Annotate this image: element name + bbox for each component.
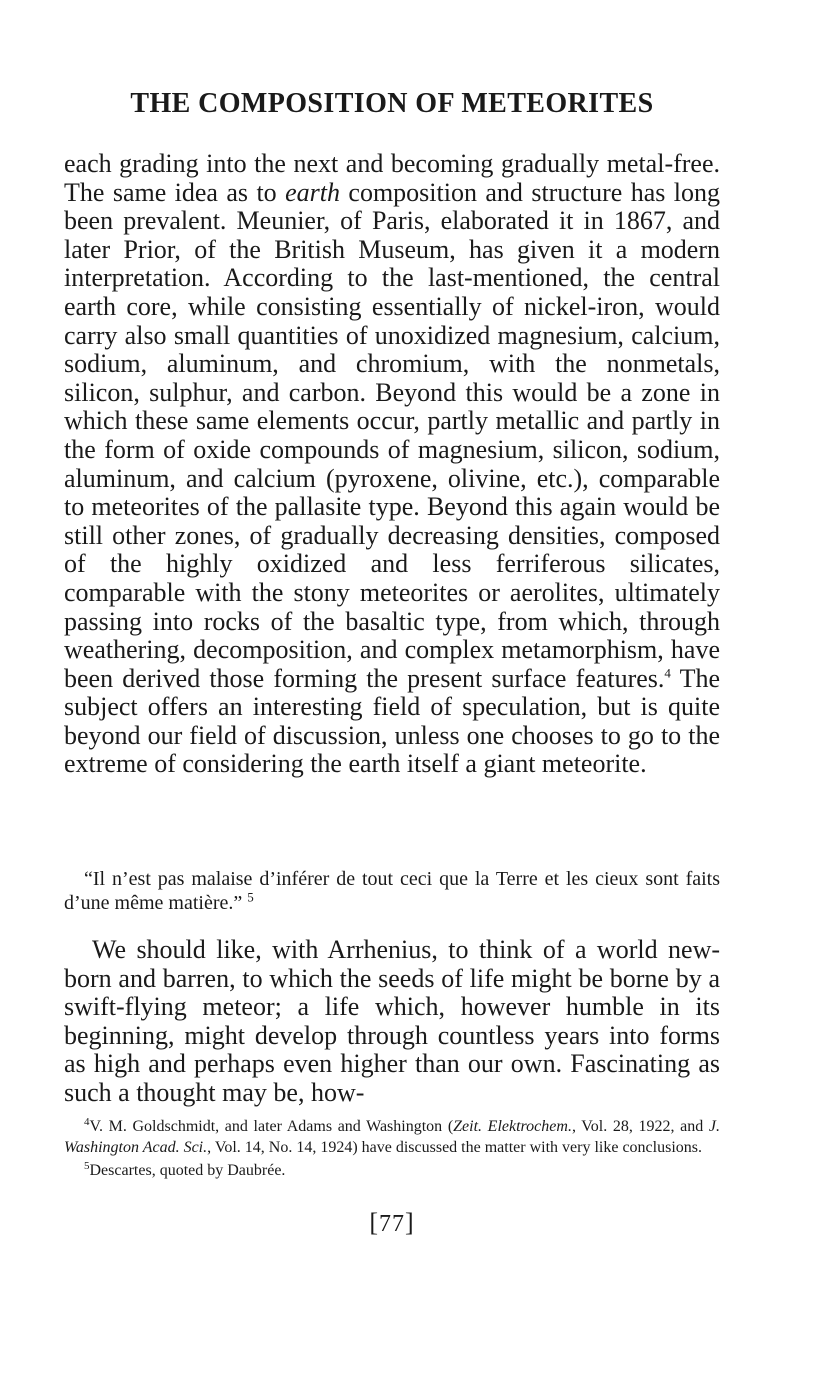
paragraph-1 [64, 150, 720, 779]
footnotes [64, 1117, 720, 1182]
footnote-5 [64, 1161, 720, 1182]
paragraph-2-text: We should like, with Arrhenius, to think of a world new-born and barren, to which the seeds of life might be borne by a swift-flying meteor; a life which, however humble in its beginning, might develop through countless years into forms as high and perhaps even higher than our own. Fascinating as such a thought may be, how- [64, 935, 720, 1107]
footnote-4-journal-1: Zeit. Elektrochem. [453, 1118, 572, 1135]
footnote-ref-5[interactable]: 5 [247, 888, 254, 904]
main-text [64, 150, 720, 779]
footnote-5-text: Descartes, quoted by Daubrée. [89, 1162, 286, 1179]
footnote-4-mark: 4 [84, 1115, 90, 1128]
paragraph-1-text-c: The subject offers an interesting field of speculation, but is quite beyond our field of discussion, unless one chooses to go to the extreme of considering the earth itself a giant meteorite. [64, 663, 720, 779]
emphasis-earth: earth [285, 177, 340, 207]
running-title: THE COMPOSITION OF METEORITES [130, 88, 654, 119]
footnote-5-mark: 5 [84, 1159, 90, 1172]
paragraph-2 [64, 936, 720, 1108]
page-number [64, 1208, 720, 1238]
block-quote [64, 868, 720, 915]
footnote-4-text-a: V. M. Goldschmidt, and later Adams and Washington ( [89, 1118, 454, 1135]
page-number-open-bracket: [ [369, 1208, 379, 1237]
page-number-close-bracket: ] [405, 1208, 415, 1237]
page-number-value: 77 [379, 1211, 405, 1237]
footnote-4-text-b: , Vol. 28, 1922, and [571, 1118, 709, 1135]
paragraph-1-text-b: composition and structure has long been prevalent. Meunier, of Paris, elaborated it in 1867, and later Prior, of the British Museum, has given it a modern interpretation. According to the last-mentioned, the central earth core, while consisting essentially of nickel-iron, would carry also small quantities of unoxidized magnesium, calcium, sodium, aluminum, and chromium, with the nonmetals, silicon, sulphur, and carbon. Beyond this would be a zone in which these same elements occur, partly metallic and partly in the form of oxide compounds of magnesium, silicon, sodium, aluminum, and calcium (pyroxene, olivine, etc.), comparable to meteorites of the pallasite type. Beyond this again would be still other zones, of gradually decreasing densities, composed of the highly oxidized and less ferriferous silicates, comparable with the stony meteorites or aerolites, ultimately passing into rocks of the basaltic type, from which, through weathering, decomposition, and complex metamorphism, have been derived those forming the present surface features. [64, 177, 721, 693]
footnote-4-text-c: , Vol. 14, No. 14, 1924) have discussed the matter with very like conclusions. [207, 1138, 702, 1156]
quote-text: “Il n’est pas malaise d’inférer de tout ceci que la Terre et les cieux sont faits d’une même matière.” [64, 868, 720, 914]
footnote-ref-4[interactable]: 4 [664, 665, 671, 681]
footnote-4-journal-2: J. Washington Acad. Sci. [64, 1118, 721, 1156]
footnote-4 [64, 1117, 720, 1158]
paragraph-1-text-a: each grading into the next and becoming gradually metal-free. The same idea as to [64, 149, 720, 207]
